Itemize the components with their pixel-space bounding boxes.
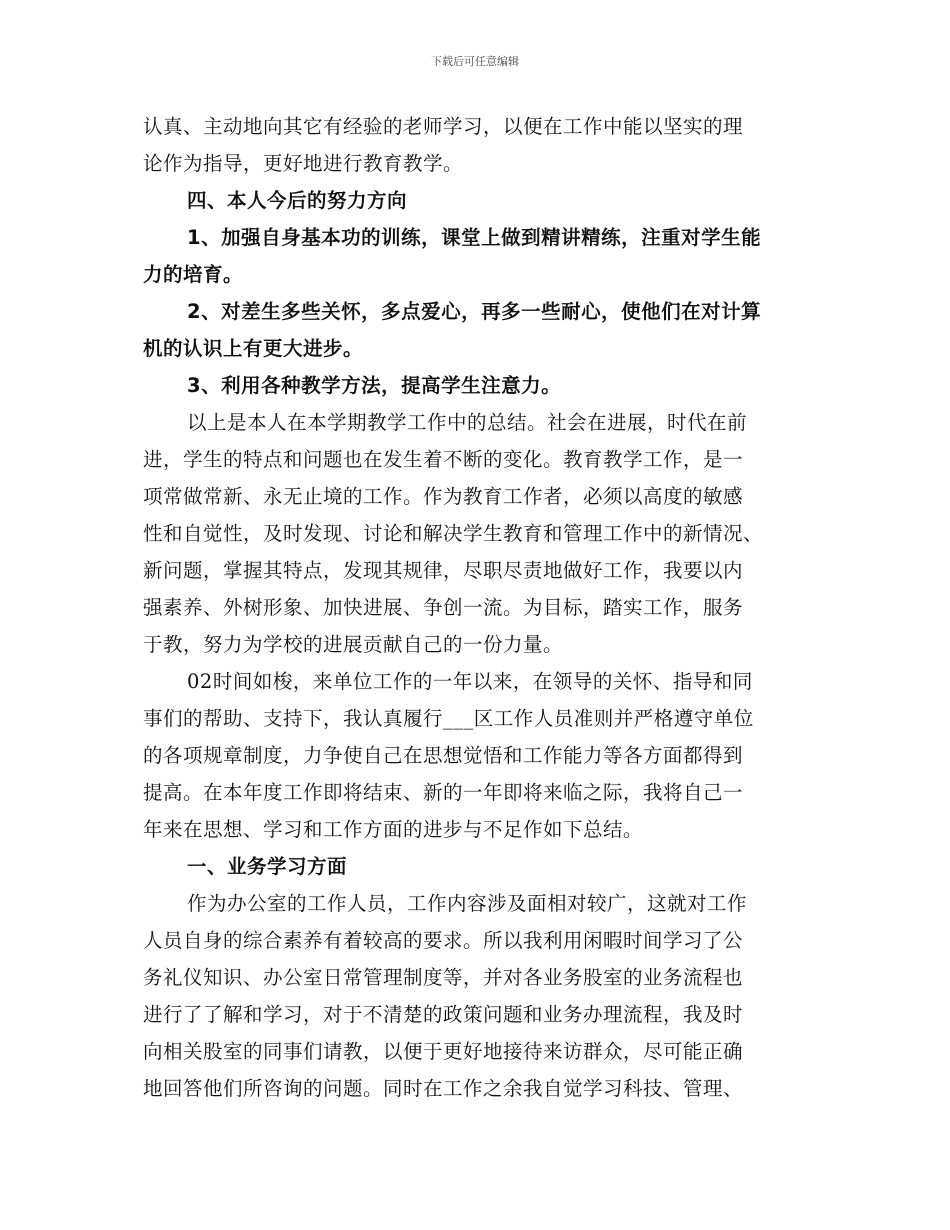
list-item: 3、利用各种教学方法，提高学生注意力。 (187, 374, 562, 397)
body-line: 提高。在本年度工作即将结束、新的一年即将来临之际，我将自己一 (143, 781, 744, 804)
list-item: 1、加强自身基本功的训练，课堂上做到精讲精练，注重对学生能 (187, 226, 762, 249)
page-header: 下载后可任意编辑 (431, 55, 519, 68)
body-line: 于教，努力为学校的进展贡献自己的一份力量。 (143, 633, 564, 656)
document-body (143, 108, 823, 1107)
body-line: 强素养、外树形象、加快进展、争创一流。为目标，踏实工作，服务 (143, 596, 744, 619)
body-line: 地回答他们所咨询的问题。同时在工作之余我自觉学习科技、管理、 (143, 1077, 744, 1100)
section-heading: 四、本人今后的努力方向 (187, 189, 408, 212)
body-line: 认真、主动地向其它有经验的老师学习，以便在工作中能以坚实的理 (143, 115, 744, 138)
body-line: 项常做常新、永无止境的工作。作为教育工作者，必须以高度的敏感 (143, 485, 744, 508)
body-line: 事们的帮助、支持下，我认真履行___区工作人员准则并严格遵守单位 (143, 707, 754, 730)
body-line: 性和自觉性，及时发现、讨论和解决学生教育和管理工作中的新情况、 (143, 522, 764, 545)
paragraph-start: 作为办公室的工作人员，工作内容涉及面相对较广，这就对工作 (187, 892, 748, 915)
body-line: 向相关股室的同事们请教，以便于更好地接待来访群众，尽可能正确 (143, 1040, 744, 1063)
body-line: 的各项规章制度，力争使自己在思想觉悟和工作能力等各方面都得到 (143, 744, 744, 767)
body-line: 论作为指导，更好地进行教育教学。 (143, 152, 464, 175)
body-line: 务礼仪知识、办公室日常管理制度等，并对各业务股室的业务流程也 (143, 966, 744, 989)
section-heading: 一、业务学习方面 (187, 855, 348, 878)
body-line: 年来在思想、学习和工作方面的进步与不足作如下总结。 (143, 818, 644, 841)
paragraph-start: 02时间如梭，来单位工作的一年以来，在领导的关怀、指导和同 (187, 670, 753, 693)
list-item-continued: 力的培育。 (143, 263, 244, 286)
body-line: 新问题，掌握其特点，发现其规律，尽职尽责地做好工作，我要以内 (143, 559, 744, 582)
body-line: 进，学生的特点和问题也在发生着不断的变化。教育教学工作，是一 (143, 448, 744, 471)
body-line: 人员自身的综合素养有着较高的要求。所以我利用闲暇时间学习了公 (143, 929, 744, 952)
body-line: 进行了了解和学习，对于不清楚的政策问题和业务办理流程，我及时 (143, 1003, 744, 1026)
list-item-continued: 机的认识上有更大进步。 (143, 337, 364, 360)
paragraph-start: 以上是本人在本学期教学工作中的总结。社会在进展，时代在前 (187, 411, 748, 434)
list-item: 2、对差生多些关怀，多点爱心，再多一些耐心，使他们在对计算 (187, 300, 762, 323)
